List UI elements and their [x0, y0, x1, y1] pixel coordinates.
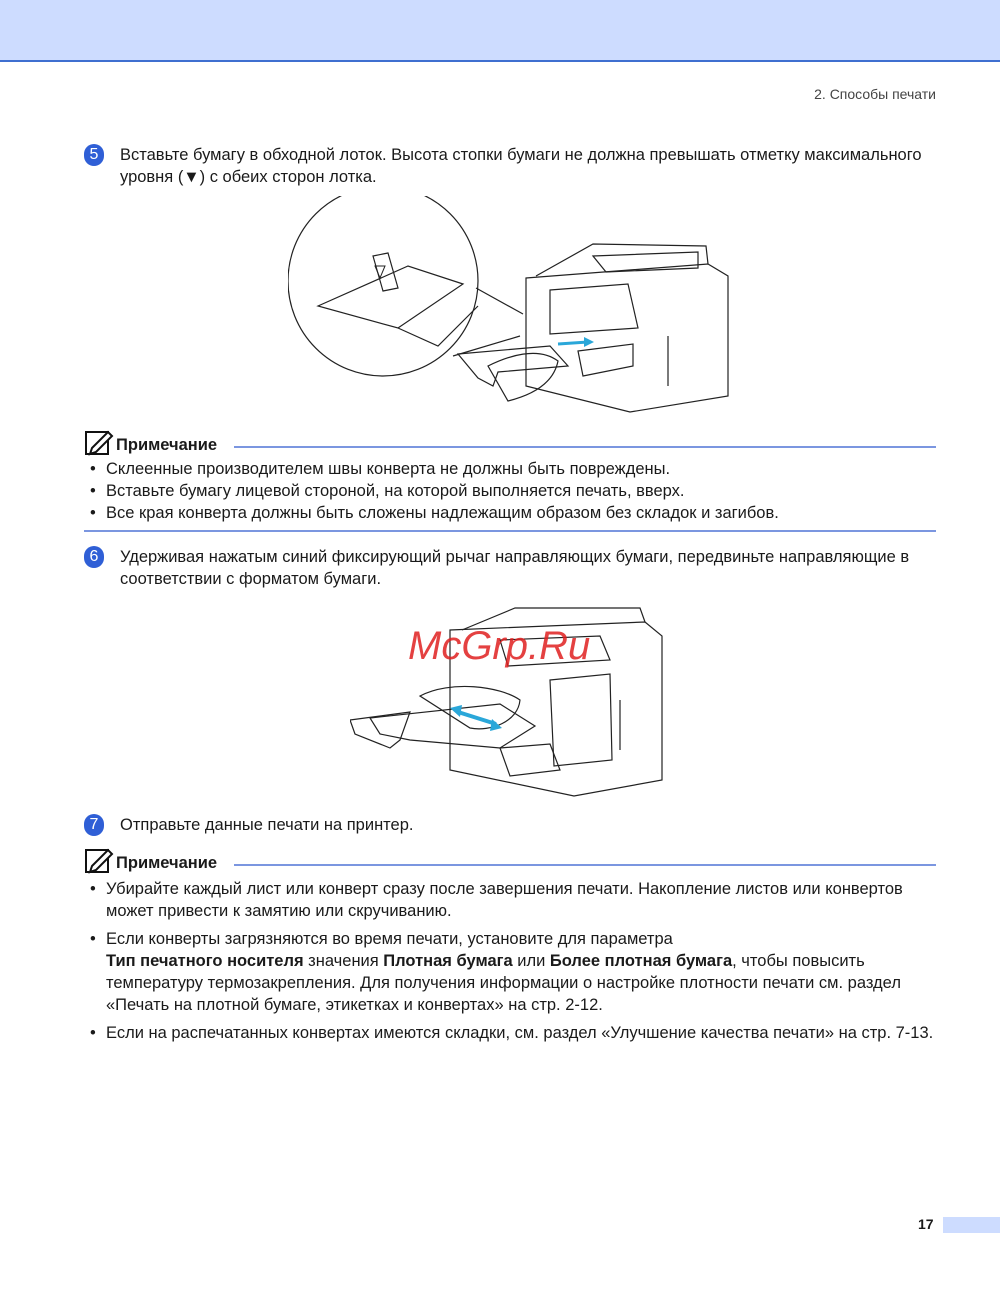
chapter-header: 2. Способы печати [814, 86, 936, 102]
page-tab [943, 1217, 1000, 1233]
step-number: 6 [84, 546, 104, 568]
page-number: 17 [918, 1216, 934, 1232]
step-text: Отправьте данные печати на принтер. [120, 816, 414, 834]
top-band [0, 0, 1000, 62]
note-title: Примечание [116, 436, 218, 454]
watermark: McGrp.Ru [408, 624, 591, 668]
note-divider [84, 530, 936, 532]
insert-arrow [558, 342, 588, 344]
guide-arrow [458, 712, 496, 724]
list-item: • Склеенные производителем швы конверта не должны быть повреждены. [84, 458, 936, 480]
step-7 [84, 814, 934, 836]
list-item: • Вставьте бумагу лицевой стороной, на которой выполняется печать, вверх. [84, 480, 936, 502]
step-6 [84, 546, 934, 590]
step-5 [84, 144, 934, 188]
printer-figure-manual-tray-insert [288, 196, 733, 418]
step-text: Удерживая нажатым синий фиксирующий рычаг направляющих бумаги, передвиньте направляющие в соответствии с форматом бумаги. [120, 548, 910, 588]
list-item: • Если на распечатанных конвертах имеются складки, см. раздел «Улучшение качества печати» на стр. 7-13. [84, 1022, 936, 1044]
pencil-note-icon [84, 846, 114, 874]
zoom-circle [288, 196, 478, 376]
note-2 [84, 850, 936, 1044]
note-rule [234, 446, 936, 448]
list-item: • Убирайте каждый лист или конверт сразу после завершения печати. Накопление листов или конвертов может привести к замятию или скручиванию. [84, 878, 936, 922]
list-item: • Все края конверта должны быть сложены надлежащим образом без складок и загибов. [84, 502, 936, 524]
note-title: Примечание [116, 854, 218, 872]
note-rule [234, 864, 936, 866]
pencil-note-icon [84, 428, 114, 456]
step-number: 5 [84, 144, 104, 166]
step-text: Вставьте бумагу в обходной лоток. Высота стопки бумаги не должна превышать отметку максимального уровня (▼) с обеих сторон лотка. [120, 146, 922, 186]
step-number: 7 [84, 814, 104, 836]
note-1 [84, 432, 936, 532]
list-item: • Если конверты загрязняются во время печати, установите для параметра Тип печатного носителя значения Плотная бумага или Более плотная бумага, чтобы повысить температуру термозакрепления. Для получения информации о настройке плотности печати см. раздел «Печать на плотной бумаге, этикетках и конвертах» на стр. 2-12. [84, 928, 936, 1016]
